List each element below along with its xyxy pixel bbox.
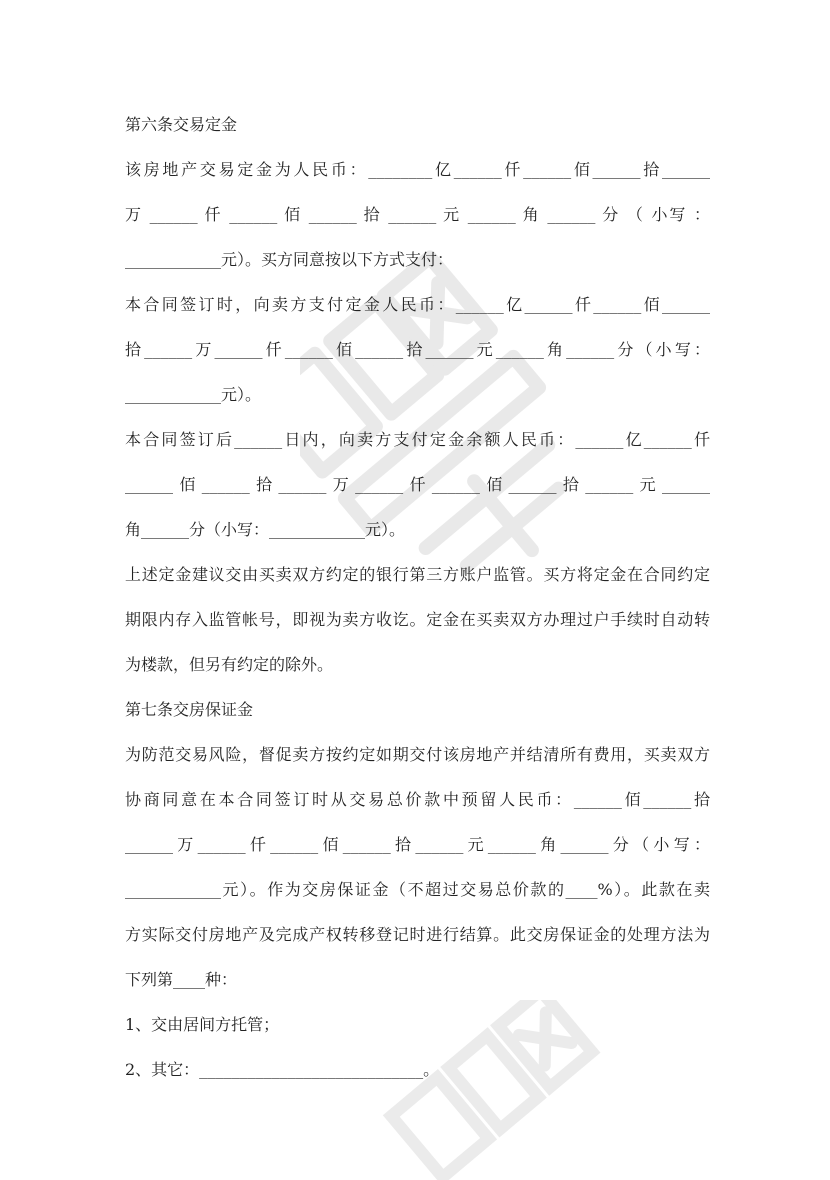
- doc-line: 上述定金建议交由买卖双方约定的银行第三方账户监管。买方将定金在合同约定: [125, 565, 710, 584]
- doc-line: 万 ______ 仟 ______ 佰 ______ 拾 ______ 元 ______ 角 ______ 分 （ 小写 ：: [125, 205, 710, 224]
- doc-line: 期限内存入监管帐号，即视为卖方收讫。定金在买卖双方办理过户手续时自动转: [125, 610, 710, 629]
- doc-line: ______万______仟______佰______拾______元______角______分（小写：: [125, 835, 710, 854]
- doc-line: 为楼款，但另有约定的除外。: [125, 655, 334, 674]
- doc-line: 本合同签订后______日内，向卖方支付定金余额人民币：______亿______仟: [125, 430, 710, 449]
- doc-line: ____________元）。作为交房保证金（不超过交易总价款的____%）。此款在卖: [125, 880, 710, 899]
- watermark-stamp-lower: [380, 1000, 620, 1180]
- doc-line: 拾______万______仟______佰______拾______元______角______分（小写：: [125, 340, 710, 359]
- doc-line: ____________元）。: [125, 385, 262, 404]
- doc-line: 该房地产交易定金为人民币：________亿______仟______佰______拾______: [125, 160, 710, 179]
- doc-line: 本合同签订时，向卖方支付定金人民币：______亿______仟______佰______: [125, 295, 710, 314]
- doc-line: 下列第____种：: [125, 970, 238, 989]
- list-item-1: 1、交由居间方托管；: [125, 1015, 280, 1034]
- section-6-heading: 第六条交易定金: [125, 115, 238, 134]
- section-7-heading: 第七条交房保证金: [125, 700, 254, 719]
- doc-line: 方实际交付房地产及完成产权转移登记时进行结算。此交房保证金的处理方法为: [125, 925, 710, 944]
- doc-line: ______佰______拾______万______仟______佰______拾______元______: [125, 475, 710, 494]
- doc-line: 角______分（小写：____________元）。: [125, 520, 406, 539]
- doc-line: 为防范交易风险，督促卖方按约定如期交付该房地产并结清所有费用，买卖双方: [125, 745, 710, 764]
- doc-line: 协商同意在本合同签订时从交易总价款中预留人民币：______佰______拾: [125, 790, 710, 809]
- list-item-2: 2、其它：____________________________。: [125, 1060, 440, 1079]
- doc-line: ____________元）。买方同意按以下方式支付：: [125, 250, 454, 269]
